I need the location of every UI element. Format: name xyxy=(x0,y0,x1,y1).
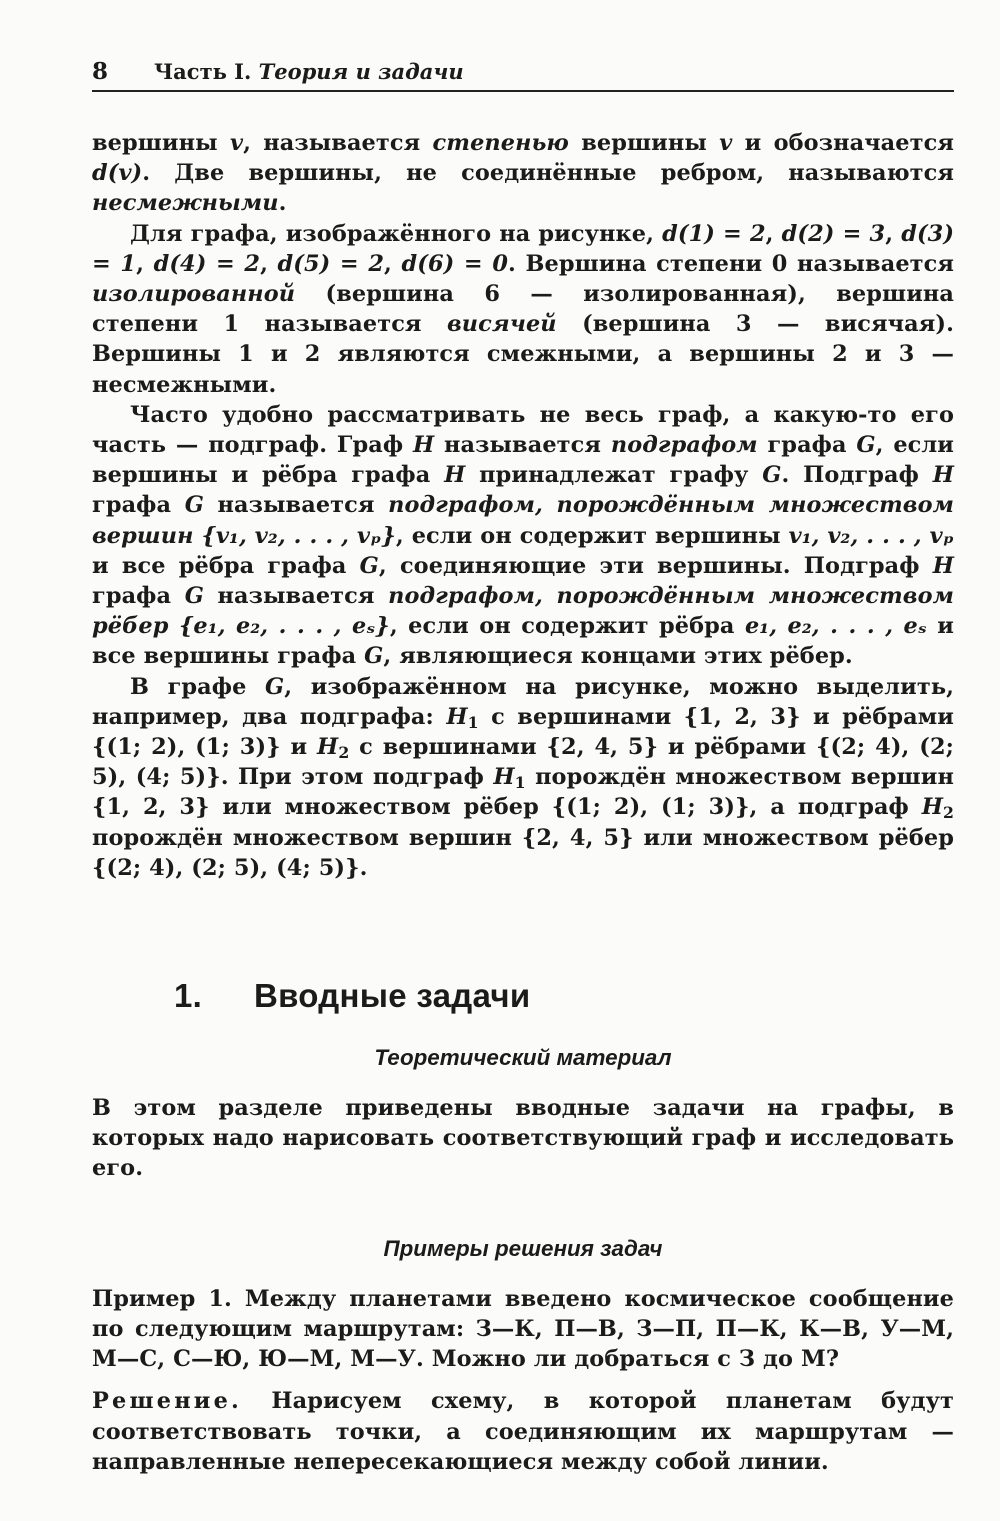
term-pendant: висячей xyxy=(447,311,557,338)
term-nonadjacent: несмежными xyxy=(92,190,279,217)
theory-paragraph: В этом разделе приведены вводные задачи на графы, в которых надо нарисовать соответствующий граф и исследовать его. xyxy=(92,1095,954,1182)
part-title: Теория и задачи xyxy=(258,59,464,84)
term-degree: степенью xyxy=(432,130,569,156)
term-subgraph: подграфом xyxy=(610,432,758,459)
part-label: Часть I. xyxy=(154,59,252,84)
paragraph-subgraph-example: В графе G, изображённом на рисунке, можно выделить, например, два подграфа: $H_1$ с вершинами {1, 2, 3} и рёбрами {(1; 2), (1; 3)} и $H_2$ с вершинами {2, 4, 5} и рёбрами {(2; 4), (2; 5), (4; 5)}. При этом подграф $H_1$ порождён множеством вершин {1, 2, 3} или множеством рёбер {(1; 2), (1; 3)}, а подграф $H_2$ порождён множеством вершин {2, 4, 5} или множеством рёбер {(2; 4), (2; 5), (4; 5)}. xyxy=(92,673,955,881)
term-vertex-induced: подграфом, порождённым множеством вершин xyxy=(92,492,954,549)
solution-label: Решение. xyxy=(92,1388,243,1415)
term-edge-induced: подграфом, порождённым множеством рёбер xyxy=(92,583,954,640)
page-content xyxy=(92,128,954,1477)
running-head xyxy=(92,52,954,92)
term-isolated: изолированной xyxy=(92,281,296,308)
paragraph-subgraph: Часто удобно рассматривать не весь граф, а какую-то его часть — подграф. Граф H называется подграфом графа G, если вершины и рёбра графа H принадлежат графу G. Подграф H графа G называется подграфом, порождённым множеством вершин {v₁, v₂, . . . , vₚ}, если он содержит вершины v₁, v₂, . . . , vₚ и все рёбра графа G, соединяющие эти вершины. Подграф H графа G называется подграфом, порождённым множеством рёбер {e₁, e₂, . . . , eₛ}, если он содержит рёбра e₁, e₂, . . . , eₛ и все вершины графа G, являющиеся концами этих рёбер. xyxy=(92,401,954,670)
section-title xyxy=(174,977,954,1015)
section-number: 1. xyxy=(174,977,203,1015)
paragraph-degrees-example: Для графа, изображённого на рисунке, d(1) = 2, d(2) = 3, d(3) = 1, d(4) = 2, d(5) = 2, d(6) = 0. Вершина степени 0 называется изолированной (вершина 6 — изолированная), вершина степени 1 называется висячей (вершина 3 — висячая). Вершины 1 и 2 являются смежными, а вершины 2 и 3 — несмежными. xyxy=(92,220,955,398)
section-name: Вводные задачи xyxy=(254,977,531,1015)
paragraph-degree: вершины v, называется степенью вершины v и обозначается d(v). Две вершины, не соединённые ребром, называются несмежными. xyxy=(92,130,954,217)
page-number: 8 xyxy=(92,58,109,85)
example-label: Пример 1. xyxy=(92,1285,232,1312)
examples-heading: Примеры решения задач xyxy=(383,1235,663,1261)
solution-paragraph: Решение. Нарисуем схему, в которой планетам будут соответствовать точки, а соединяющим их маршрутам — направленные непересекающиеся между собой линии. xyxy=(92,1388,954,1475)
example-1: Пример 1. Между планетами введено космическое сообщение по следующим маршрутам: З—К, П—В, З—П, П—К, К—В, У—М, М—С, С—Ю, Ю—М, М—У. Можно ли добраться с З до М? xyxy=(92,1285,954,1373)
running-title xyxy=(154,59,464,84)
theory-heading: Теоретический материал xyxy=(374,1045,672,1071)
